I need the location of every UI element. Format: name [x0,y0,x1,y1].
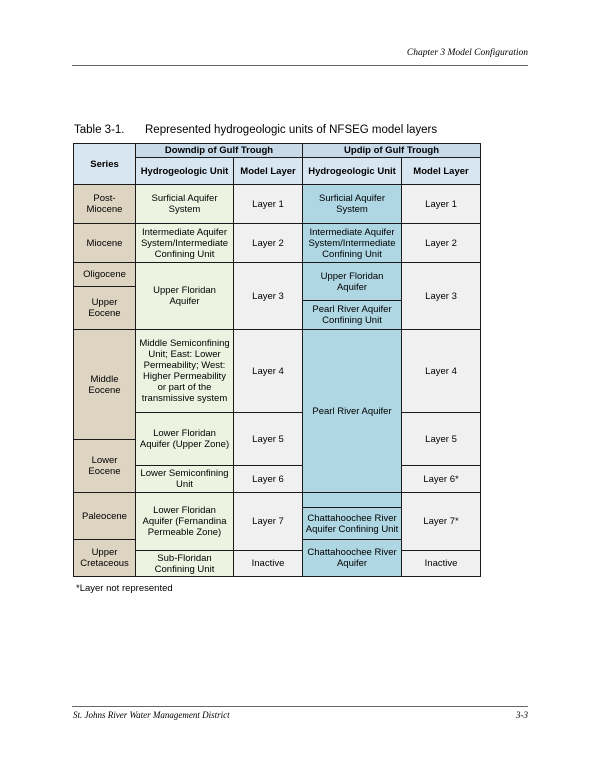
downdip-layer-inactive: Inactive [234,551,303,577]
series-post-miocene: Post-Miocene [74,185,136,224]
series-upper-cretaceous: Upper Cretaceous [74,540,136,577]
running-header: Chapter 3 Model Configuration [406,48,528,58]
downdip-layer-5: Layer 5 [234,413,303,466]
table-title: Represented hydrogeologic units of NFSEG model layers [145,124,438,136]
updip-layer-6: Layer 6* [402,466,481,493]
table-number: Table 3-1. [74,124,125,136]
downdip-layer-4: Layer 4 [234,330,303,413]
downdip-unit-surficial: Surficial Aquifer System [136,185,234,224]
header-downdip: Downdip of Gulf Trough [136,144,303,158]
header-series: Series [74,144,136,185]
updip-layer-3: Layer 3 [402,263,481,330]
updip-unit-pearl-river-filler [303,493,402,508]
header-rule [72,65,528,66]
downdip-unit-intermediate: Intermediate Aquifer System/Intermediate Confining Unit [136,224,234,263]
table-caption [74,124,437,136]
page-number: 3-3 [516,710,528,720]
updip-unit-chattahoochee-confining: Chattahoochee River Aquifer Confining Unit [303,508,402,540]
header-model-layer-downdip: Model Layer [234,158,303,185]
series-upper-eocene: Upper Eocene [74,287,136,330]
downdip-unit-lower-semiconfining: Lower Semiconfining Unit [136,466,234,493]
series-oligocene: Oligocene [74,263,136,287]
updip-unit-pearl-river-confining: Pearl River Aquifer Confining Unit [303,301,402,330]
updip-layer-7: Layer 7* [402,493,481,551]
updip-layer-5: Layer 5 [402,413,481,466]
header-model-layer-updip: Model Layer [402,158,481,185]
downdip-unit-middle-semiconfining: Middle Semiconfining Unit; East: Lower Permeability; West: Higher Permeability or part of the transmissive system [136,330,234,413]
downdip-layer-2: Layer 2 [234,224,303,263]
header-hydro-unit-updip: Hydrogeologic Unit [303,158,402,185]
downdip-unit-lower-floridan-upper: Lower Floridan Aquifer (Upper Zone) [136,413,234,466]
footer-rule [72,706,528,707]
updip-unit-intermediate: Intermediate Aquifer System/Intermediate Confining Unit [303,224,402,263]
updip-unit-pearl-river: Pearl River Aquifer [303,330,402,493]
series-miocene: Miocene [74,224,136,263]
downdip-unit-lower-floridan-fernandina: Lower Floridan Aquifer (Fernandina Permeable Zone) [136,493,234,551]
downdip-unit-upper-floridan: Upper Floridan Aquifer [136,263,234,330]
downdip-layer-7: Layer 7 [234,493,303,551]
footer-organization: St. Johns River Water Management District [73,710,230,720]
updip-layer-inactive: Inactive [402,551,481,577]
header-hydro-unit-downdip: Hydrogeologic Unit [136,158,234,185]
updip-layer-2: Layer 2 [402,224,481,263]
downdip-layer-3: Layer 3 [234,263,303,330]
updip-unit-upper-floridan: Upper Floridan Aquifer [303,263,402,301]
series-paleocene: Paleocene [74,493,136,540]
header-updip: Updip of Gulf Trough [303,144,481,158]
updip-layer-4: Layer 4 [402,330,481,413]
downdip-layer-6: Layer 6 [234,466,303,493]
series-lower-eocene: Lower Eocene [74,440,136,493]
downdip-layer-1: Layer 1 [234,185,303,224]
series-middle-eocene: Middle Eocene [74,330,136,440]
updip-layer-1: Layer 1 [402,185,481,224]
updip-unit-surficial: Surficial Aquifer System [303,185,402,224]
hydrogeologic-units-table [73,143,481,577]
table-footnote: *Layer not represented [76,583,173,594]
downdip-unit-sub-floridan: Sub-Floridan Confining Unit [136,551,234,577]
updip-unit-chattahoochee: Chattahoochee River Aquifer [303,540,402,577]
